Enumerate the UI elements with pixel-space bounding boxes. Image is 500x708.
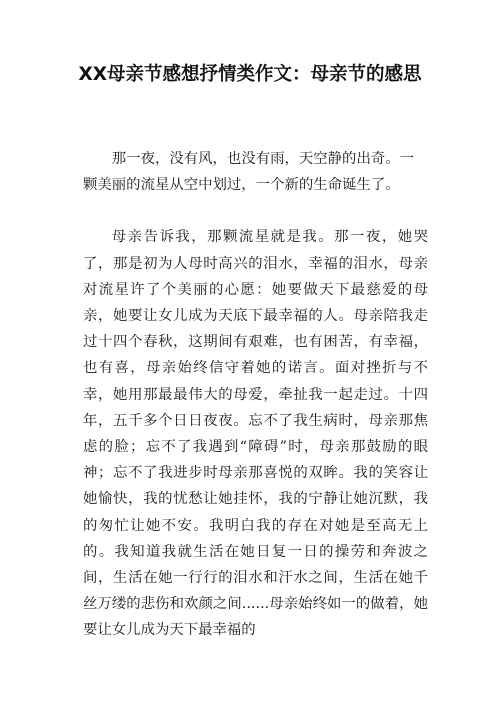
paragraph-2: 母亲告诉我，那颗流星就是我。那一夜，她哭了，那是初为人母时高兴的泪水，幸福的泪水，母亲对流星许了个美丽的心愿：她要做天下最慈爱的母亲，她要让女儿成为天底下最幸福的人。母亲陪我走过十四个春秋，这期间有艰难，也有困苦，有幸福，也有喜，母亲始终信守着她的诺言。面对挫折与不幸，她用那最最伟大的母爱，牵扯我一起走过。十四年，五千多个日日夜夜。忘不了我生病时，母亲那焦虑的脸；忘不了我遇到“障碍”时，母亲那鼓励的眼神；忘不了我进步时母亲那喜悦的双眸。我的笑容让她愉快，我的忧愁让她挂怀，我的宁静让她沉默，我的匆忙让她不安。我明白我的存在对她是至高无上的。我知道我就生活在她日复一日的操劳和奔波之间，生活在她一行行的泪水和汗水之间，生活在她千丝万缕的悲伤和欢颜之间......母亲始终如一的做着，她要让女儿成为天下最幸福的 [83, 229, 428, 639]
paragraph-spacer [83, 198, 428, 224]
paragraph-1: 那一夜，没有风，也没有雨，天空静的出奇。一颗美丽的流星从空中划过，一个新的生命诞生了。 [83, 151, 415, 194]
document-title: XX母亲节感想抒情类作文：母亲节的感思 [78, 64, 422, 85]
document-body [83, 146, 428, 644]
